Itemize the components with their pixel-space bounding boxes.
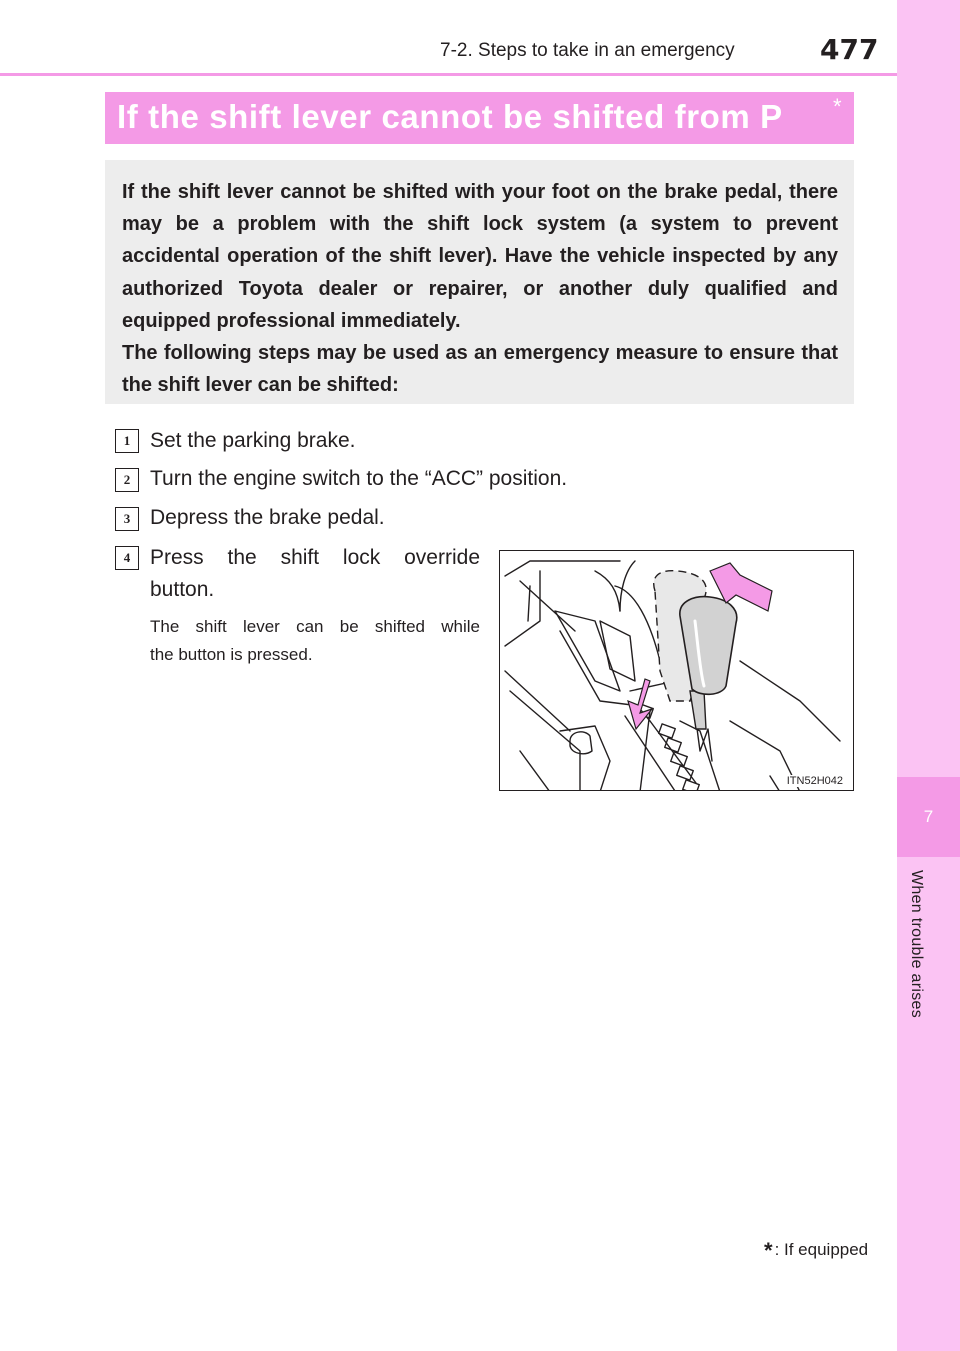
step-number-3: 3: [115, 507, 139, 531]
header-divider: [0, 73, 897, 76]
step-4-note: [150, 613, 480, 669]
shift-lever-figure: [499, 550, 854, 791]
step-text-1: Set the parking brake.: [150, 429, 356, 452]
chapter-tab[interactable]: [897, 777, 960, 857]
chapter-label-container: [897, 870, 960, 1060]
step-text-4-line-1: Press the shift lock override: [150, 546, 480, 569]
figure-code: ITN52H042: [786, 775, 843, 787]
step-text-2: Turn the engine switch to the “ACC” position.: [150, 467, 568, 490]
title-bar: [105, 92, 854, 144]
title-asterisk: *: [833, 94, 842, 119]
step-number-4: 4: [115, 546, 139, 570]
intro-paragraph-2: The following steps may be used as an emergency measure to ensure that the shift lever can be shifted:: [122, 342, 838, 397]
step-text-4-line-2: button.: [150, 578, 215, 601]
step-text-3: Depress the brake pedal.: [150, 506, 385, 529]
intro-box: [105, 160, 854, 404]
shift-lever-illustration: [500, 551, 854, 791]
step-4-note-line-2: the button is pressed.: [150, 645, 313, 664]
chapter-label: When trouble arises: [908, 870, 925, 1018]
footnote-asterisk-icon: *: [764, 1238, 773, 1263]
side-tab: [897, 0, 960, 1351]
chapter-number: 7: [923, 807, 934, 826]
page-title: If the shift lever cannot be shifted from P: [117, 98, 783, 135]
footnote-text: : If equipped: [774, 1240, 869, 1259]
intro-paragraph-1: If the shift lever cannot be shifted with your foot on the brake pedal, there may be a problem with the shift lock system (a system to prevent accidental operation of the shift lever). Have the vehicle inspected by any authorized Toyota dealer or repairer, or another duly qualified and equipped professional immediately.: [122, 181, 838, 332]
step-number-1: 1: [115, 429, 139, 453]
section-header: 7-2. Steps to take in an emergency: [440, 40, 735, 61]
intro-text: [122, 176, 838, 401]
step-number-2: 2: [115, 468, 139, 492]
step-text-4: [150, 542, 480, 606]
step-4-note-line-1: The shift lever can be shifted while: [150, 617, 480, 636]
footnote: [764, 1238, 868, 1264]
page-number: 477: [820, 33, 879, 66]
